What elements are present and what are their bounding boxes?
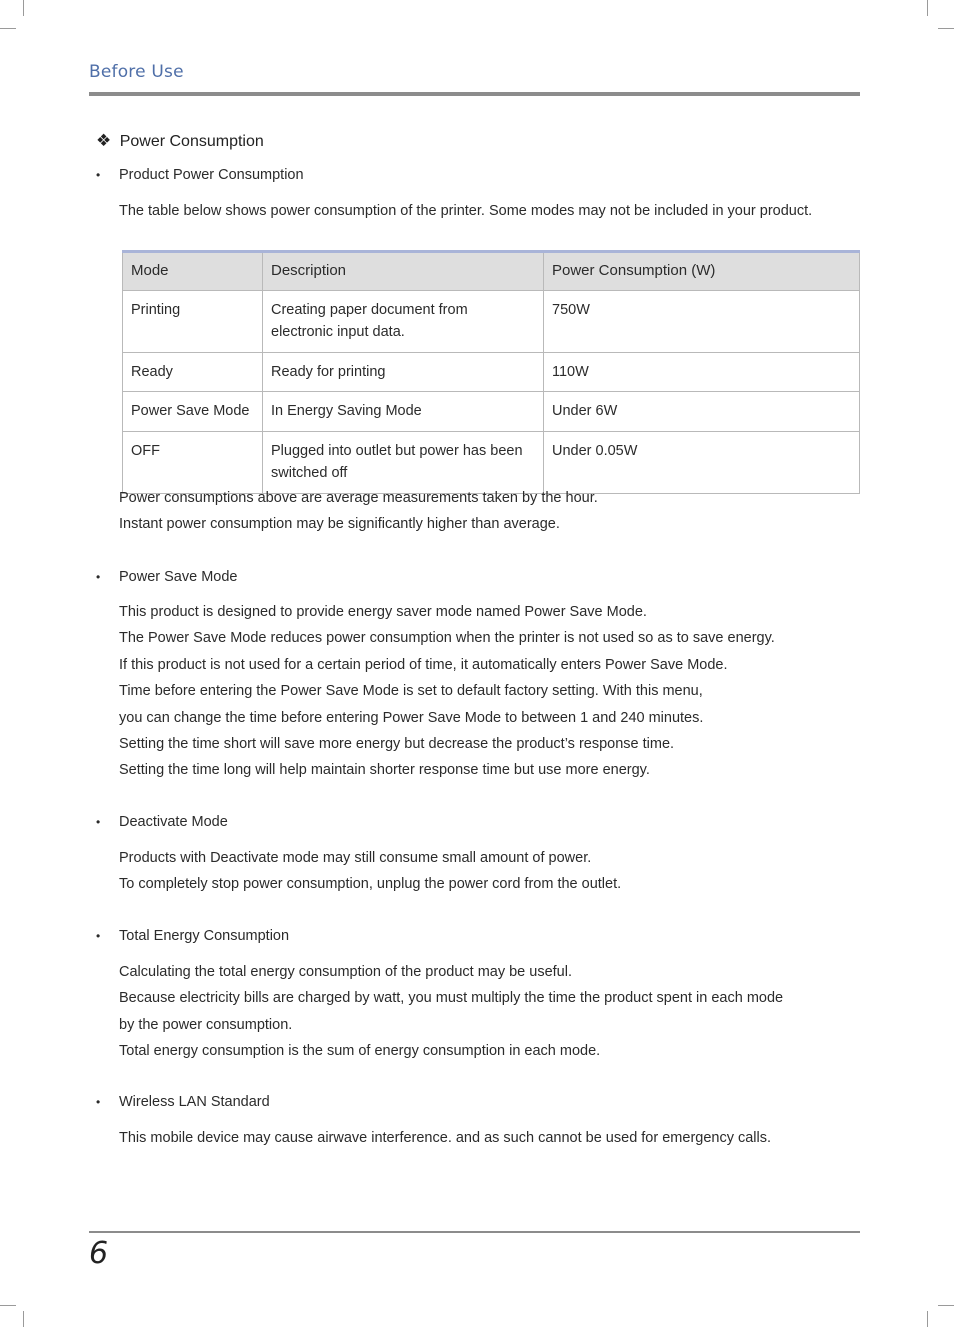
- table-row: [123, 431, 860, 493]
- header-title: Before Use: [89, 62, 184, 82]
- mode-cell: Ready: [123, 352, 263, 392]
- crop-mark: [23, 1311, 24, 1327]
- footer-divider: [89, 1231, 860, 1233]
- bullet-power-save: [96, 569, 237, 585]
- power-cell: 750W: [544, 290, 860, 352]
- power-cell: Under 6W: [544, 392, 860, 432]
- power-cell: 110W: [544, 352, 860, 392]
- mode-cell: Power Save Mode: [123, 392, 263, 432]
- table-row: [123, 290, 860, 352]
- deactivate-paragraph: Products with Deactivate mode may still consume small amount of power. To completely stop power consumption, unplug the power cord from the outlet.: [119, 850, 622, 893]
- bullet-heading: Wireless LAN Standard: [119, 1094, 270, 1110]
- power-consumption-table: [122, 250, 860, 494]
- power-cell: Under 0.05W: [544, 431, 860, 493]
- diamond-bullet-icon: ❖: [96, 131, 112, 150]
- bullet-total-energy: [96, 928, 289, 944]
- crop-mark: [0, 28, 16, 29]
- bullet-icon: •: [96, 815, 101, 829]
- header-divider: [89, 92, 860, 96]
- bullet-icon: •: [96, 168, 101, 182]
- bullet-heading: Total Energy Consumption: [119, 928, 290, 944]
- bullet-heading: Product Power Consumption: [119, 167, 304, 183]
- bullet-icon: •: [96, 570, 101, 584]
- bullet-product-power: [96, 167, 304, 183]
- table-row: [123, 352, 860, 392]
- column-header: Power Consumption (W): [544, 252, 860, 291]
- section-heading: [96, 131, 264, 151]
- mode-cell: OFF: [123, 431, 263, 493]
- bullet-heading: Power Save Mode: [119, 569, 238, 585]
- crop-mark: [23, 0, 24, 16]
- crop-mark: [927, 0, 928, 16]
- power-save-paragraph: This product is designed to provide energy saver mode named Power Save Mode. The Power Save Mode reduces power consumption when the printer is not used so as to save energy. If this product is not used for a certain period of time, it automatically enters Power Save Mode. Time before entering the Power Save Mode is set to default factory setting. With this menu, you can change the time before entering Power Save Mode to between 1 and 240 minutes. Setting the time short will save more energy but decrease the product’s response time. Setting the time long will help maintain shorter response time but use more energy.: [119, 604, 775, 779]
- table-notes: Power consumptions above are average measurements taken by the hour. Instant power consumption may be significantly higher than average.: [119, 490, 598, 533]
- crop-mark: [927, 1311, 928, 1327]
- bullet-deactivate: [96, 814, 228, 830]
- bullet-wireless: [96, 1094, 270, 1110]
- bullet-heading: Deactivate Mode: [119, 814, 228, 830]
- crop-mark: [0, 1305, 16, 1306]
- description-cell: Ready for printing: [263, 352, 544, 392]
- crop-mark: [938, 1305, 954, 1306]
- description-cell: In Energy Saving Mode: [263, 392, 544, 432]
- description-cell: Creating paper document from electronic input data.: [263, 290, 544, 352]
- table-header-row: [123, 252, 860, 291]
- table-row: [123, 392, 860, 432]
- bullet-icon: •: [96, 1095, 101, 1109]
- page-number: 6: [89, 1236, 109, 1271]
- bullet-icon: •: [96, 929, 101, 943]
- total-energy-paragraph: Calculating the total energy consumption of the product may be useful. Because electricity bills are charged by watt, you must multiply the time the product spent in each mode by the power consumption. Total energy consumption is the sum of energy consumption in each mode.: [119, 964, 784, 1060]
- wireless-paragraph: This mobile device may cause airwave interference. and as such cannot be used for emergency calls.: [119, 1130, 772, 1146]
- column-header: Description: [263, 252, 544, 291]
- column-header: Mode: [123, 252, 263, 291]
- section-title: Power Consumption: [119, 133, 264, 150]
- product-power-intro: The table below shows power consumption of the printer. Some modes may not be included in your product.: [119, 203, 813, 219]
- mode-cell: Printing: [123, 290, 263, 352]
- description-cell: Plugged into outlet but power has been switched off: [263, 431, 544, 493]
- crop-mark: [938, 28, 954, 29]
